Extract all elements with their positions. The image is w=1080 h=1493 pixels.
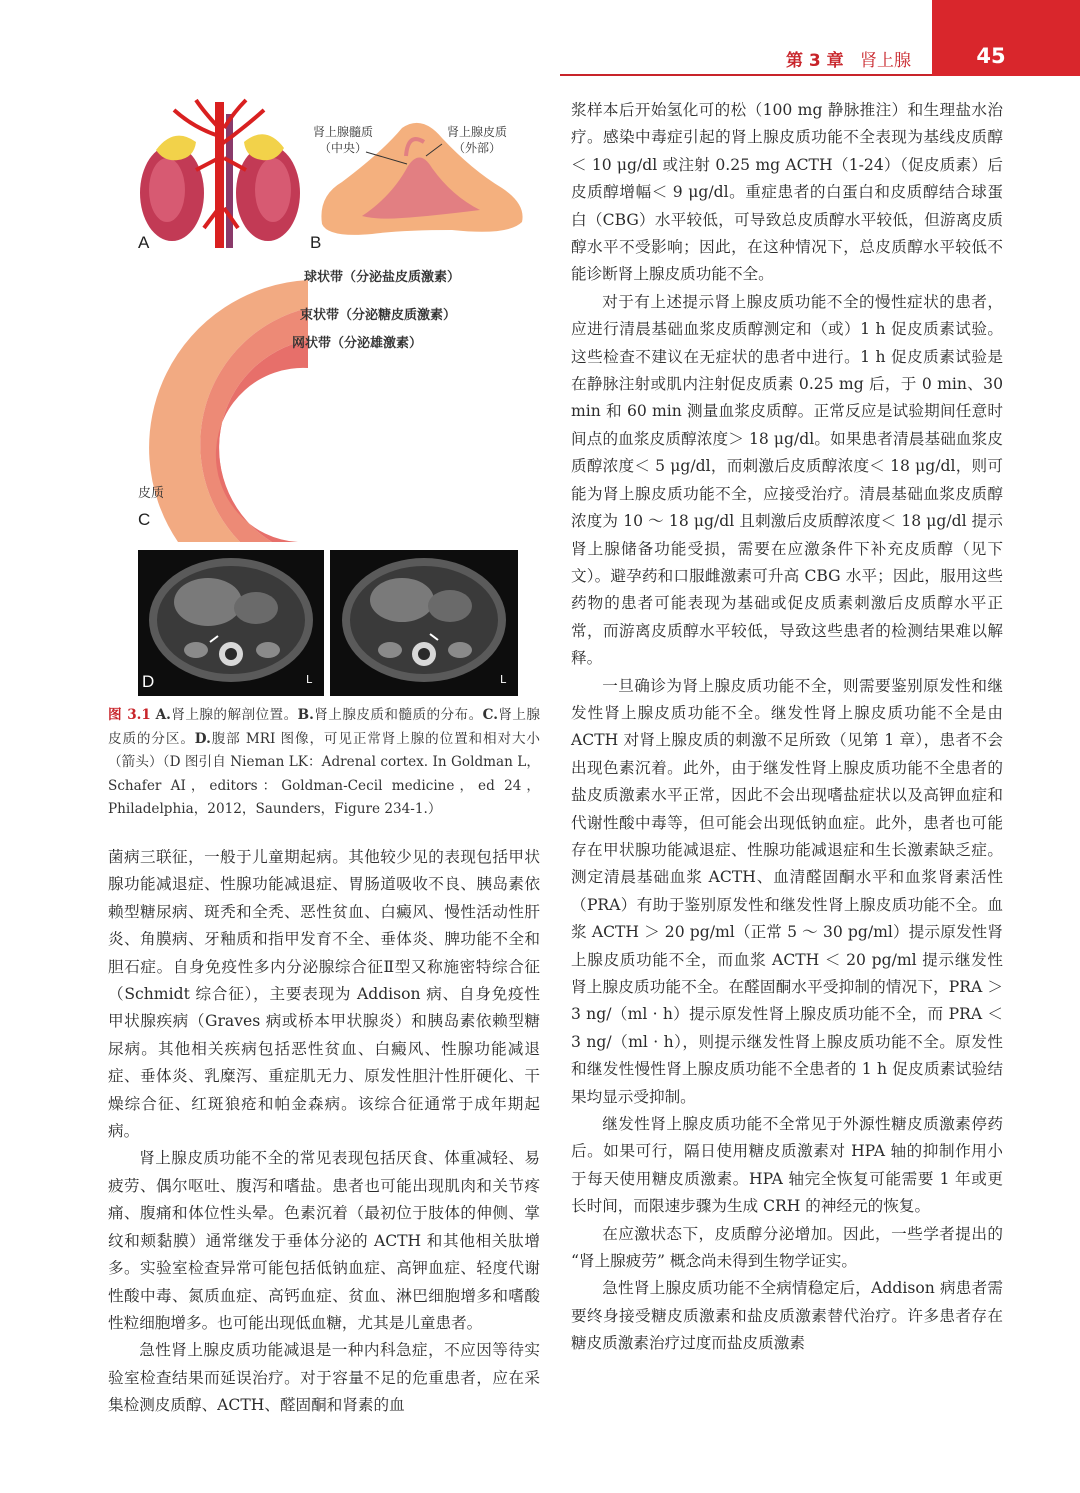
chapter-label: 第 3 章	[786, 51, 844, 71]
figure-caption: 图 3.1 A.肾上腺的解剖位置。B.肾上腺皮质和髓质的分布。C.肾上腺皮质的分区。D.腹部 MRI 图像，可见正常肾上腺的位置和相对大小（箭头）（D 图引自 Nieman LK：Adrenal cortex. In Goldman L，Schafer AI，editors：Goldman-Cecil medicine，ed 24，Philadelphia，2012，Saunders，Figure 234-1.）	[108, 707, 541, 817]
page-number: 45	[976, 44, 1006, 68]
mri-left-marker: L	[306, 673, 313, 686]
mri-right-marker: L	[500, 673, 507, 686]
caption-lead: 图 3.1	[108, 707, 151, 723]
panel-d-letter: D	[142, 672, 155, 691]
header-rule	[560, 74, 932, 76]
right-paragraph-5: 在应激状态下，皮质醇分泌增加。因此，一些学者提出的 “肾上腺疲劳” 概念尚未得到生物学证实。	[571, 1224, 1003, 1271]
right-paragraph-3: 一旦确诊为肾上腺皮质功能不全，则需要鉴别原发性和继发性肾上腺皮质功能不全。继发性肾上腺皮质功能不全是由 ACTH 对肾上腺皮质的刺激不足所致（见第 1 章），患者不会出现色素沉着。此外，由于继发性肾上腺皮质功能不全患者的盐皮质激素水平正常，因此不会出现嗜盐症状以及高钾血症和代谢性酸中毒等，但可能会出现低钠血症。此外，患者也可能存在甲状腺功能减退症、性腺功能减退症和生长激素缺乏症。测定清晨基础血浆 ACTH、血清醛固酮水平和血浆肾素活性（PRA）有助于鉴别原发性和继发性肾上腺皮质功能不全。血浆 ACTH ＞ 20 pg/ml（正常 5 ～ 30 pg/ml）提示原发性肾上腺皮质功能不全，而血浆 ACTH ＜ 20 pg/ml 提示继发性肾上腺皮质功能不全。在醛固酮水平受抑制的情况下，PRA ＞ 3 ng/（ml · h）提示原发性肾上腺皮质功能不全，而 PRA ＜ 3 ng/（ml · h），则提示继发性肾上腺皮质功能不全。原发性和继发性慢性肾上腺皮质功能不全患者的 1 h 促皮质素试验结果均显示受抑制。	[571, 676, 1003, 1106]
panel-c-letter: C	[138, 510, 151, 529]
cortex-label: 肾上腺皮质 （外部）	[446, 125, 507, 155]
left-paragraph-2: 肾上腺皮质功能不全的常见表现包括厌食、体重减轻、易疲劳、偶尔呕吐、腹泻和嗜盐。患者也可能出现肌肉和关节疼痛、腹痛和体位性头晕。色素沉着（最初位于肢体的伸侧、掌纹和颊黏膜）通常继发于垂体分泌的 ACTH 和其他相关肽增多。实验室检查异常可能包括低钠血症、高钾血症、轻度代谢性酸中毒、氮质血症、高钙血症、贫血、淋巴细胞增多和嗜酸性粒细胞增多。也可能出现低血糖，尤其是儿童患者。	[108, 1149, 540, 1332]
left-paragraph-3: 急性肾上腺皮质功能减退是一种内科急症，不应因等待实验室检查结果而延误治疗。对于容量不足的危重患者，应在采集检测皮质醇、ACTH、醛固酮和肾素的血	[108, 1341, 540, 1415]
mri-image-left	[138, 550, 324, 696]
zona-fasciculata-label: 束状带（分泌糖皮质激素）	[300, 308, 457, 323]
zona-reticularis-label: 网状带（分泌雄激素）	[292, 336, 423, 351]
right-paragraph-4: 继发性肾上腺皮质功能不全常见于外源性糖皮质激素停药后。如果可行，隔日使用糖皮质激素对 HPA 轴的抑制作用小于每天使用糖皮质激素。HPA 轴完全恢复可能需要 1 年或更长时间，而限速步骤为生成 CRH 的神经元的恢复。	[571, 1115, 1003, 1216]
zona-glomerulosa-label: 球状带（分泌盐皮质激素）	[304, 270, 461, 285]
right-column	[571, 97, 1003, 1358]
right-paragraph-2: 对于有上述提示肾上腺皮质功能不全的慢性症状的患者，应进行清晨基础血浆皮质醇测定和（或）1 h 促皮质素试验。这些检查不建议在无症状的患者中进行。1 h 促皮质素试验是在静脉注射或肌内注射促皮质素 0.25 mg 后，于 0 min、30 min 和 60 min 测量血浆皮质醇。正常反应是试验期间任意时间点的血浆皮质醇浓度＞ 18 μg/dl。如果患者清晨基础血浆皮质醇浓度＜ 5 μg/dl，而刺激后皮质醇浓度＜ 18 μg/dl，则可能为肾上腺皮质功能不全，应接受治疗。清晨基础血浆皮质醇浓度为 10 ～ 18 μg/dl 且刺激后皮质醇浓度＜ 18 μg/dl 提示肾上腺储备功能受损，需要在应激条件下补充皮质醇（见下文）。避孕药和口服雌激素可升高 CBG 水平；因此，服用这些药物的患者可能表现为基础或促皮质素刺激后皮质醇水平正常，而游离皮质醇水平较低，导致这些患者的检测结果难以解释。	[571, 292, 1003, 668]
right-paragraph-6: 急性肾上腺皮质功能不全病情稳定后，Addison 病患者需要终身接受糖皮质激素和盐皮质激素替代治疗。许多患者存在糖皮质激素治疗过度而盐皮质激素	[571, 1279, 1003, 1353]
left-column	[108, 844, 540, 1420]
medulla-label: 肾上腺髓质 （中央）	[312, 125, 373, 155]
mri-image-right	[330, 550, 518, 696]
panel-b-letter: B	[310, 233, 322, 252]
left-paragraph-1: 菌病三联征，一般于儿童期起病。其他较少见的表现包括甲状腺功能减退症、性腺功能减退症、胃肠道吸收不良、胰岛素依赖型糖尿病、斑秃和全秃、恶性贫血、白癜风、慢性活动性肝炎、角膜病、牙釉质和指甲发育不全、垂体炎、脾功能不全和胆石症。自身免疫性多内分泌腺综合征Ⅱ型又称施密特综合征（Schmidt 综合征），主要表现为 Addison 病、自身免疫性甲状腺疾病（Graves 病或桥本甲状腺炎）和胰岛素依赖型糖尿病。其他相关疾病包括恶性贫血、白癜风、性腺功能减退症、垂体炎、乳糜泻、重症肌无力、原发性胆汁性肝硬化、干燥综合征、红斑狼疮和帕金森病。该综合征通常于成年期起病。	[108, 848, 540, 1141]
figure-a-kidneys-illustration	[134, 98, 304, 248]
right-paragraph-1: 浆样本后开始氢化可的松（100 mg 静脉推注）和生理盐水治疗。感染中毒症引起的肾上腺皮质功能不全表现为基线皮质醇＜ 10 μg/dl 或注射 0.25 mg ACTH（1-24）（促皮质素）后皮质醇增幅＜ 9 μg/dl。重症患者的白蛋白和皮质醇结合球蛋白（CBG）水平较低，可导致总皮质醇水平较低，但游离皮质醇水平不受影响；因此，在这种情况下，总皮质醇水平较低不能诊断肾上腺皮质功能不全。	[571, 101, 1003, 284]
cortex-c-label: 皮质	[138, 486, 165, 501]
panel-a-letter: A	[138, 233, 150, 252]
section-title: 肾上腺	[860, 51, 911, 71]
